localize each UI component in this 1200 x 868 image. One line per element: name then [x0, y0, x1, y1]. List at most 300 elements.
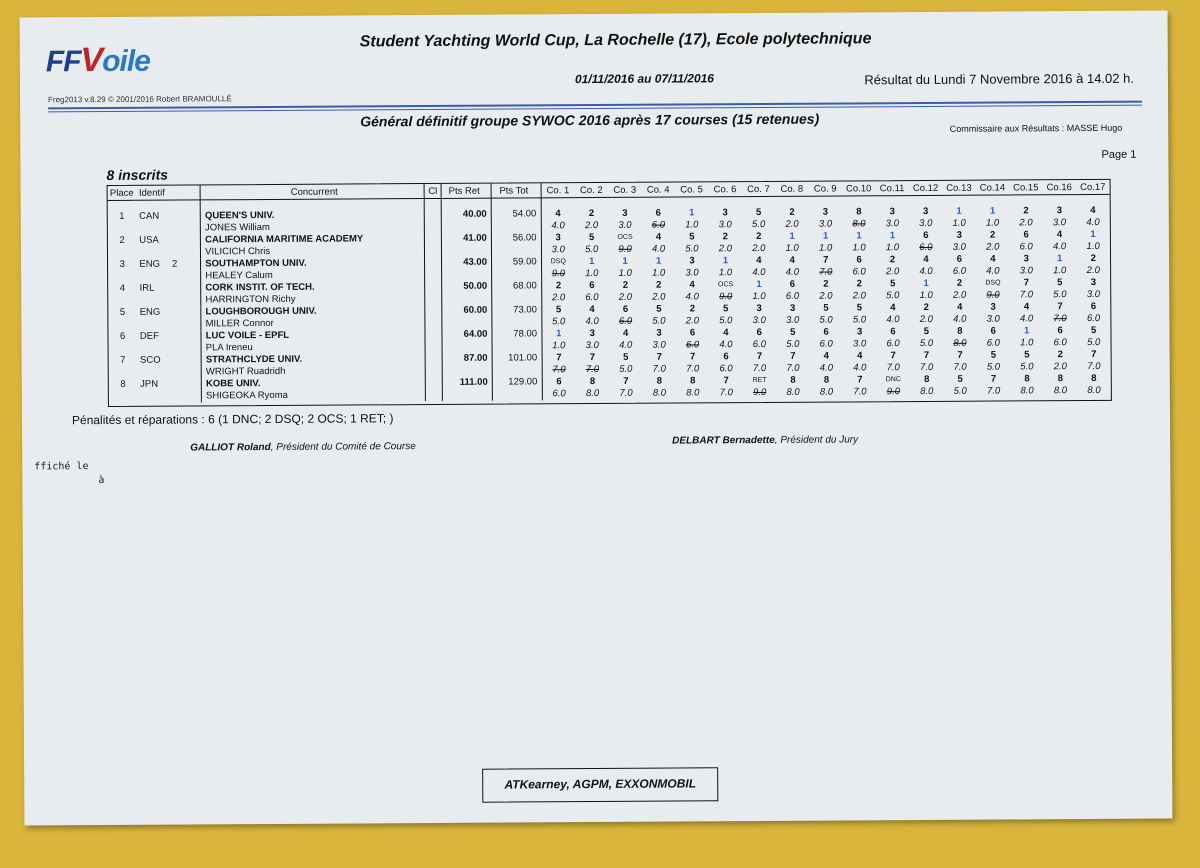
pts-tot-cell: 73.00	[492, 304, 542, 316]
race-rank: 2	[756, 230, 762, 243]
pts-ret-cell: 87.00	[442, 353, 492, 365]
class-cell	[425, 377, 442, 389]
race-rank: 2	[989, 229, 996, 241]
race-points: 2.0	[752, 242, 766, 255]
boat-name: CALIFORNIA MARITIME ACADEMY	[201, 233, 425, 246]
results-grid	[108, 180, 1111, 403]
race-points: 7.0	[719, 387, 733, 399]
pts-tot-empty	[492, 364, 542, 376]
race-points: 7.0	[953, 361, 967, 373]
race-rank: 7	[790, 350, 796, 362]
class-cell	[424, 233, 441, 245]
race-points: 5.0	[619, 363, 633, 375]
pts-tot-cell: 78.00	[492, 328, 542, 340]
race-rank: 5	[1057, 277, 1063, 289]
race-points: 7.0	[752, 362, 767, 375]
race-rank: 1	[856, 230, 862, 242]
race-points: 2.0	[1053, 361, 1067, 373]
race-rank: 6	[689, 327, 696, 339]
pts-tot-empty	[492, 388, 542, 400]
identif-cell	[136, 258, 200, 270]
race-rank: 5	[588, 232, 595, 244]
identif-cell-empty	[137, 390, 201, 402]
race-rank: 4	[756, 254, 762, 267]
penalties-summary: Pénalités et réparations : 6 (1 DNC; 2 DSQ; 2 OCS; 1 RET; )	[71, 411, 394, 428]
race-rank: 4	[555, 208, 561, 220]
place-cell: 6	[119, 330, 126, 342]
header-pts-tot: Pts Tot	[491, 183, 541, 198]
race-rank: DSQ	[985, 279, 1001, 287]
race-rank: 7	[957, 349, 963, 361]
race-points: 6.0	[852, 266, 866, 278]
skipper-name: MILLER Connor	[201, 317, 425, 330]
race-rank: 7	[923, 349, 930, 361]
race-rank: 1	[655, 255, 662, 267]
pts-ret-cell: 60.00	[442, 305, 492, 317]
race-points: 4.0	[719, 339, 733, 351]
results-sheet	[20, 11, 1173, 826]
race-rank: 6	[589, 280, 595, 292]
class-cell-empty	[425, 365, 442, 377]
race-rank: 5	[656, 303, 662, 315]
race-points: 1.0	[552, 340, 566, 352]
race-rank: 1	[789, 230, 795, 242]
race-rank: RET	[752, 376, 767, 385]
race-points: 3.0	[818, 218, 833, 230]
ffvoile-logo: FFVoile	[45, 41, 150, 80]
posting-notice	[34, 460, 104, 488]
page-number: Page 1	[1101, 148, 1137, 161]
header-race: Co. 6	[708, 182, 742, 197]
race-rank: 3	[756, 302, 762, 315]
pts-ret-empty	[442, 341, 492, 353]
race-rank: 3	[856, 326, 863, 338]
race-points: 6.0	[819, 338, 833, 350]
race-points: 1.0	[618, 267, 632, 279]
race-rank: 5	[755, 206, 762, 219]
race-points: 9.0	[618, 243, 632, 255]
race-points: 8.0	[819, 386, 834, 398]
race-points: 3.0	[752, 314, 766, 327]
race-rank: 1	[589, 256, 595, 268]
race-rank: 1	[622, 255, 628, 267]
race-rank: DSQ	[550, 258, 566, 266]
identif-cell-empty	[137, 318, 201, 330]
race-rank: 3	[722, 207, 728, 219]
race-rank: 5	[1090, 324, 1097, 336]
race-rank: 8	[823, 374, 830, 386]
race-points: 4.0	[853, 362, 867, 374]
place-cell: 7	[120, 354, 126, 366]
place-cell-empty	[109, 367, 137, 379]
skipper-name: SHIGEOKA Ryoma	[202, 389, 426, 402]
race-rank: 3	[1023, 253, 1029, 265]
race-points: 7.0	[652, 363, 666, 375]
race-rank: 2	[923, 301, 929, 313]
race-rank: 6	[723, 351, 729, 363]
race-rank: 6	[956, 253, 963, 265]
race-rank: 8	[924, 373, 930, 385]
race-points: 9.0	[551, 268, 566, 280]
boat-name: SOUTHAMPTON UNIV.	[201, 257, 425, 270]
posted-at-label: à	[98, 475, 105, 487]
pts-tot-cell: 56.00	[491, 232, 541, 244]
skipper-name: PLA Ireneu	[201, 341, 425, 354]
race-rank: 7	[689, 351, 696, 363]
header-race: Co.10	[842, 181, 876, 196]
race-rank: 2	[588, 208, 595, 220]
race-points: 7.0	[919, 361, 934, 374]
race-rank: 6	[1023, 229, 1029, 241]
race-rank: 8	[1024, 373, 1030, 385]
race-points: 4.0	[585, 315, 599, 328]
race-points: 9.0	[886, 386, 901, 398]
place-cell: 4	[119, 282, 126, 294]
race-rank: 6	[556, 376, 562, 388]
race-points: 6.0	[1019, 241, 1033, 253]
race-rank: 1	[956, 205, 962, 217]
race-points: 4.0	[551, 220, 565, 232]
ranking-subtitle: Général définitif groupe SYWOC 2016 après 17 courses (15 retenues)	[360, 110, 820, 130]
boat-name: CORK INSTIT. OF TECH.	[201, 281, 425, 294]
race-points: 3.0	[919, 217, 933, 230]
place-cell: 5	[119, 306, 126, 318]
pts-tot-empty	[492, 292, 542, 304]
race-points: 5.0	[819, 314, 833, 326]
race-rank: 8	[656, 375, 663, 387]
place-cell-empty	[108, 295, 136, 307]
race-points: 4.0	[1019, 313, 1034, 325]
race-points: 7.0	[986, 385, 1001, 397]
pts-tot-empty	[492, 316, 542, 328]
race-rank: OCS	[717, 281, 734, 289]
race-points: 7.0	[585, 363, 600, 376]
race-rank: 1	[556, 328, 562, 340]
header-race: Co. 7	[742, 182, 776, 197]
class-cell-empty	[424, 221, 441, 233]
pts-ret-empty	[442, 365, 492, 377]
identif-cell-empty	[136, 246, 200, 258]
race-points: 8.0	[852, 218, 866, 230]
race-points: 2.0	[885, 266, 900, 278]
race-rank: 2	[722, 231, 728, 243]
sponsors-box: ATKearney, AGPM, EXXONMOBIL	[482, 767, 718, 802]
race-points: 8.0	[686, 387, 700, 399]
race-rank: 4	[1023, 301, 1030, 313]
race-points: 4.0	[819, 362, 834, 374]
race-rank: 2	[1057, 349, 1063, 361]
race-points: 5.0	[1020, 361, 1034, 373]
race-rank: 6	[655, 207, 662, 219]
race-rank: 6	[756, 326, 762, 339]
class-cell-empty	[425, 389, 442, 401]
race-rank: 7	[623, 375, 629, 387]
race-points: 6.0	[986, 337, 1000, 349]
boat-name: KOBE UNIV.	[201, 377, 425, 390]
race-points: 1.0	[985, 217, 1000, 229]
race-rank: 6	[789, 278, 796, 290]
pts-ret-cell: 43.00	[442, 257, 492, 269]
header-race: Co. 2	[575, 183, 609, 198]
race-points: 3.0	[1086, 288, 1101, 300]
race-rank: 5	[1024, 349, 1030, 361]
identif-cell-empty	[137, 294, 201, 306]
place-cell-empty	[108, 223, 136, 235]
race-points: 6.0	[785, 290, 800, 302]
nation-code: USA	[139, 234, 159, 246]
jury-role: , Président du Jury	[774, 434, 859, 446]
place-cell-empty	[108, 319, 136, 331]
class-cell-empty	[425, 341, 442, 353]
race-rank: 3	[923, 205, 929, 217]
race-points: 7.0	[819, 266, 833, 278]
race-rank: 5	[890, 278, 896, 290]
class-cell-empty	[425, 293, 442, 305]
race-rank: 7	[857, 374, 863, 386]
race-rank: 3	[589, 328, 595, 340]
race-rank: 5	[689, 231, 695, 243]
pts-ret-cell: 40.00	[442, 209, 492, 221]
race-points: 1.0	[1053, 265, 1067, 277]
race-points: 5.0	[652, 315, 666, 327]
identif-cell-empty	[137, 366, 201, 378]
nation-code: SCO	[139, 354, 161, 366]
race-points: 6.0	[952, 265, 967, 277]
race-points: 1.0	[952, 217, 966, 229]
race-rank: 1	[989, 205, 996, 217]
race-rank: 4	[789, 254, 795, 266]
race-rank: 6	[923, 229, 929, 241]
race-points: 2.0	[551, 292, 566, 304]
boat-name: STRATHCLYDE UNIV.	[201, 353, 425, 366]
race-rank: 3	[1090, 276, 1097, 288]
race-rank: 1	[923, 277, 929, 289]
race-rank: 2	[555, 280, 562, 292]
race-points: 7.0	[853, 386, 867, 398]
race-rank: 2	[1023, 205, 1029, 217]
race-rank: 1	[1056, 253, 1063, 265]
race-rank: 6	[1090, 300, 1097, 312]
race-points: 4.0	[752, 266, 766, 279]
pts-ret-empty	[442, 245, 492, 257]
race-rank: 7	[756, 350, 763, 363]
race-rank: 2	[656, 279, 662, 291]
race-points: 6.0	[618, 315, 633, 327]
race-points: 3.0	[786, 314, 800, 326]
race-points: 4.0	[685, 291, 699, 303]
race-rank: 5	[555, 304, 562, 316]
race-points: 2.0	[852, 290, 866, 302]
race-rank: 8	[1057, 373, 1064, 385]
identif-cell-empty	[136, 270, 200, 282]
race-points: 3.0	[1019, 265, 1033, 277]
race-points: 1.0	[785, 242, 799, 254]
race-officer-role: , Président du Comité de Course	[270, 441, 416, 453]
class-cell-empty	[425, 317, 442, 329]
results-body	[108, 194, 1111, 403]
race-rank: 2	[689, 303, 696, 315]
jury-name: DELBART Bernadette	[672, 434, 775, 447]
skipper-name: JONES William	[200, 221, 424, 234]
pts-tot-empty	[492, 340, 542, 352]
pts-tot-cell: 68.00	[492, 280, 542, 292]
race-points: 1.0	[919, 289, 933, 302]
race-points: 2.0	[819, 290, 833, 302]
pts-ret-empty	[442, 269, 492, 281]
class-cell-empty	[425, 269, 442, 281]
event-title: Student Yachting World Cup, La Rochelle (17), Ecole polytechnique	[359, 30, 872, 51]
pts-tot-cell: 54.00	[491, 208, 541, 220]
place-cell: 3	[119, 258, 125, 270]
race-rank: 7	[656, 351, 662, 363]
race-points: 1.0	[1020, 337, 1034, 349]
race-points: 1.0	[852, 242, 866, 254]
race-rank: 2	[789, 206, 795, 218]
race-rank: 8	[957, 325, 963, 337]
race-points: 5.0	[852, 314, 867, 326]
race-points: 3.0	[986, 313, 1000, 325]
race-points: 5.0	[886, 290, 900, 302]
race-points: 6.0	[719, 363, 733, 375]
class-cell	[425, 329, 442, 341]
race-rank: 1	[756, 278, 762, 291]
identif-cell-empty	[137, 342, 201, 354]
race-rank: 2	[889, 254, 896, 266]
race-rank: 5	[790, 326, 796, 338]
place-cell-empty	[109, 343, 137, 355]
class-cell	[425, 305, 442, 317]
race-rank: 5	[823, 302, 829, 314]
identif-cell	[137, 354, 201, 366]
race-points: 5.0	[1087, 336, 1101, 348]
race-rank: 1	[822, 230, 829, 242]
race-rank: 4	[890, 302, 896, 314]
pts-ret-empty	[442, 317, 492, 329]
race-points: 2.0	[618, 291, 633, 303]
header-place: Place	[108, 186, 136, 201]
pts-tot-cell: 101.00	[492, 352, 542, 364]
race-points: 8.0	[652, 387, 667, 399]
header-race: Co. 9	[809, 181, 843, 196]
race-rank: 8	[690, 375, 696, 387]
race-points: 8.0	[585, 387, 600, 400]
race-points: 5.0	[719, 315, 733, 327]
race-points: 7.0	[552, 364, 566, 376]
race-rank: 5	[623, 351, 629, 363]
place-cell: 2	[119, 234, 125, 246]
identif-cell-empty	[136, 222, 200, 234]
race-points: 2.0	[718, 243, 733, 255]
race-points: 9.0	[753, 386, 767, 399]
nation-code: ENG	[139, 306, 161, 318]
race-points: 5.0	[919, 337, 934, 350]
class-cell	[424, 209, 441, 221]
race-points: 9.0	[719, 291, 733, 303]
skipper-name: WRIGHT Ruadridh	[201, 365, 425, 378]
race-points: 8.0	[1053, 385, 1068, 397]
race-points: 6.0	[886, 338, 900, 350]
event-dates: 01/11/2016 au 07/11/2016	[574, 71, 714, 87]
header-race: Co. 1	[541, 183, 575, 198]
header-race: Co. 8	[775, 182, 809, 197]
pts-tot-empty	[491, 220, 541, 232]
race-rank: 4	[622, 327, 629, 339]
race-rank: 6	[856, 254, 862, 266]
race-points: 4.0	[919, 265, 933, 278]
race-points: 3.0	[1052, 217, 1067, 229]
race-rank: 7	[823, 254, 829, 266]
posted-on-label: ffiché le	[34, 461, 89, 473]
nation-code: CAN	[139, 210, 160, 222]
race-points: 7.0	[686, 363, 700, 375]
race-points: 3.0	[585, 339, 599, 352]
race-rank: 6	[890, 326, 896, 338]
race-points: 5.0	[786, 338, 800, 350]
race-points: 1.0	[885, 242, 900, 254]
race-rank: 7	[589, 352, 596, 364]
race-points: 2.0	[986, 241, 1000, 253]
class-cell	[425, 353, 442, 365]
race-rank: 3	[622, 207, 628, 219]
race-rank: 4	[957, 301, 963, 313]
race-officer-signature	[190, 441, 416, 453]
race-rank: 4	[857, 350, 863, 362]
race-points: 4.0	[651, 243, 666, 255]
race-rank: 4	[589, 304, 595, 316]
race-points: 4.0	[886, 314, 900, 326]
race-rank: 3	[1056, 205, 1063, 217]
race-rank: 5	[856, 302, 863, 314]
race-rank: 3	[689, 255, 695, 267]
entries-count: 8 inscrits	[106, 166, 169, 183]
race-points: 1.0	[818, 242, 833, 254]
race-points: 4.0	[1086, 216, 1100, 229]
nation-code: ENG	[139, 258, 161, 270]
jury-signature	[672, 434, 858, 446]
header-race: Co.12	[909, 181, 943, 196]
pts-tot-cell: 59.00	[491, 256, 541, 268]
software-version: Freg2013 v.8.29 © 2001/2016 Robert BRAMOULLÉ	[48, 94, 232, 105]
race-points: 3.0	[885, 218, 899, 230]
header-race: Co.13	[942, 181, 976, 196]
race-rank: 2	[622, 279, 629, 291]
race-points: 5.0	[1053, 289, 1067, 301]
pts-tot-cell: 129.00	[492, 376, 542, 388]
results-table	[107, 179, 1112, 407]
race-rank: 4	[723, 327, 729, 339]
race-rank: 5	[957, 373, 963, 385]
place-cell: 1	[119, 210, 125, 222]
race-points: 1.0	[685, 219, 699, 231]
race-points: 2.0	[952, 289, 967, 301]
race-points: 1.0	[585, 267, 599, 280]
race-rank: 7	[723, 375, 729, 387]
race-points: 3.0	[551, 244, 565, 256]
identif-cell	[137, 330, 201, 342]
race-points: 5.0	[953, 385, 967, 397]
pts-ret-cell: 50.00	[442, 281, 492, 293]
race-rank: 8	[1091, 372, 1097, 384]
place-cell-empty	[108, 271, 136, 283]
results-officer: Commissaire aux Résultats : MASSE Hugo	[949, 122, 1123, 134]
header-race: Co.16	[1042, 180, 1076, 195]
race-rank: 1	[689, 207, 695, 219]
race-rank: 6	[1057, 325, 1063, 337]
place-cell-empty	[108, 247, 136, 259]
race-points: 1.0	[652, 267, 666, 279]
race-rank: 2	[1090, 252, 1096, 264]
race-rank: 1	[1024, 325, 1030, 337]
